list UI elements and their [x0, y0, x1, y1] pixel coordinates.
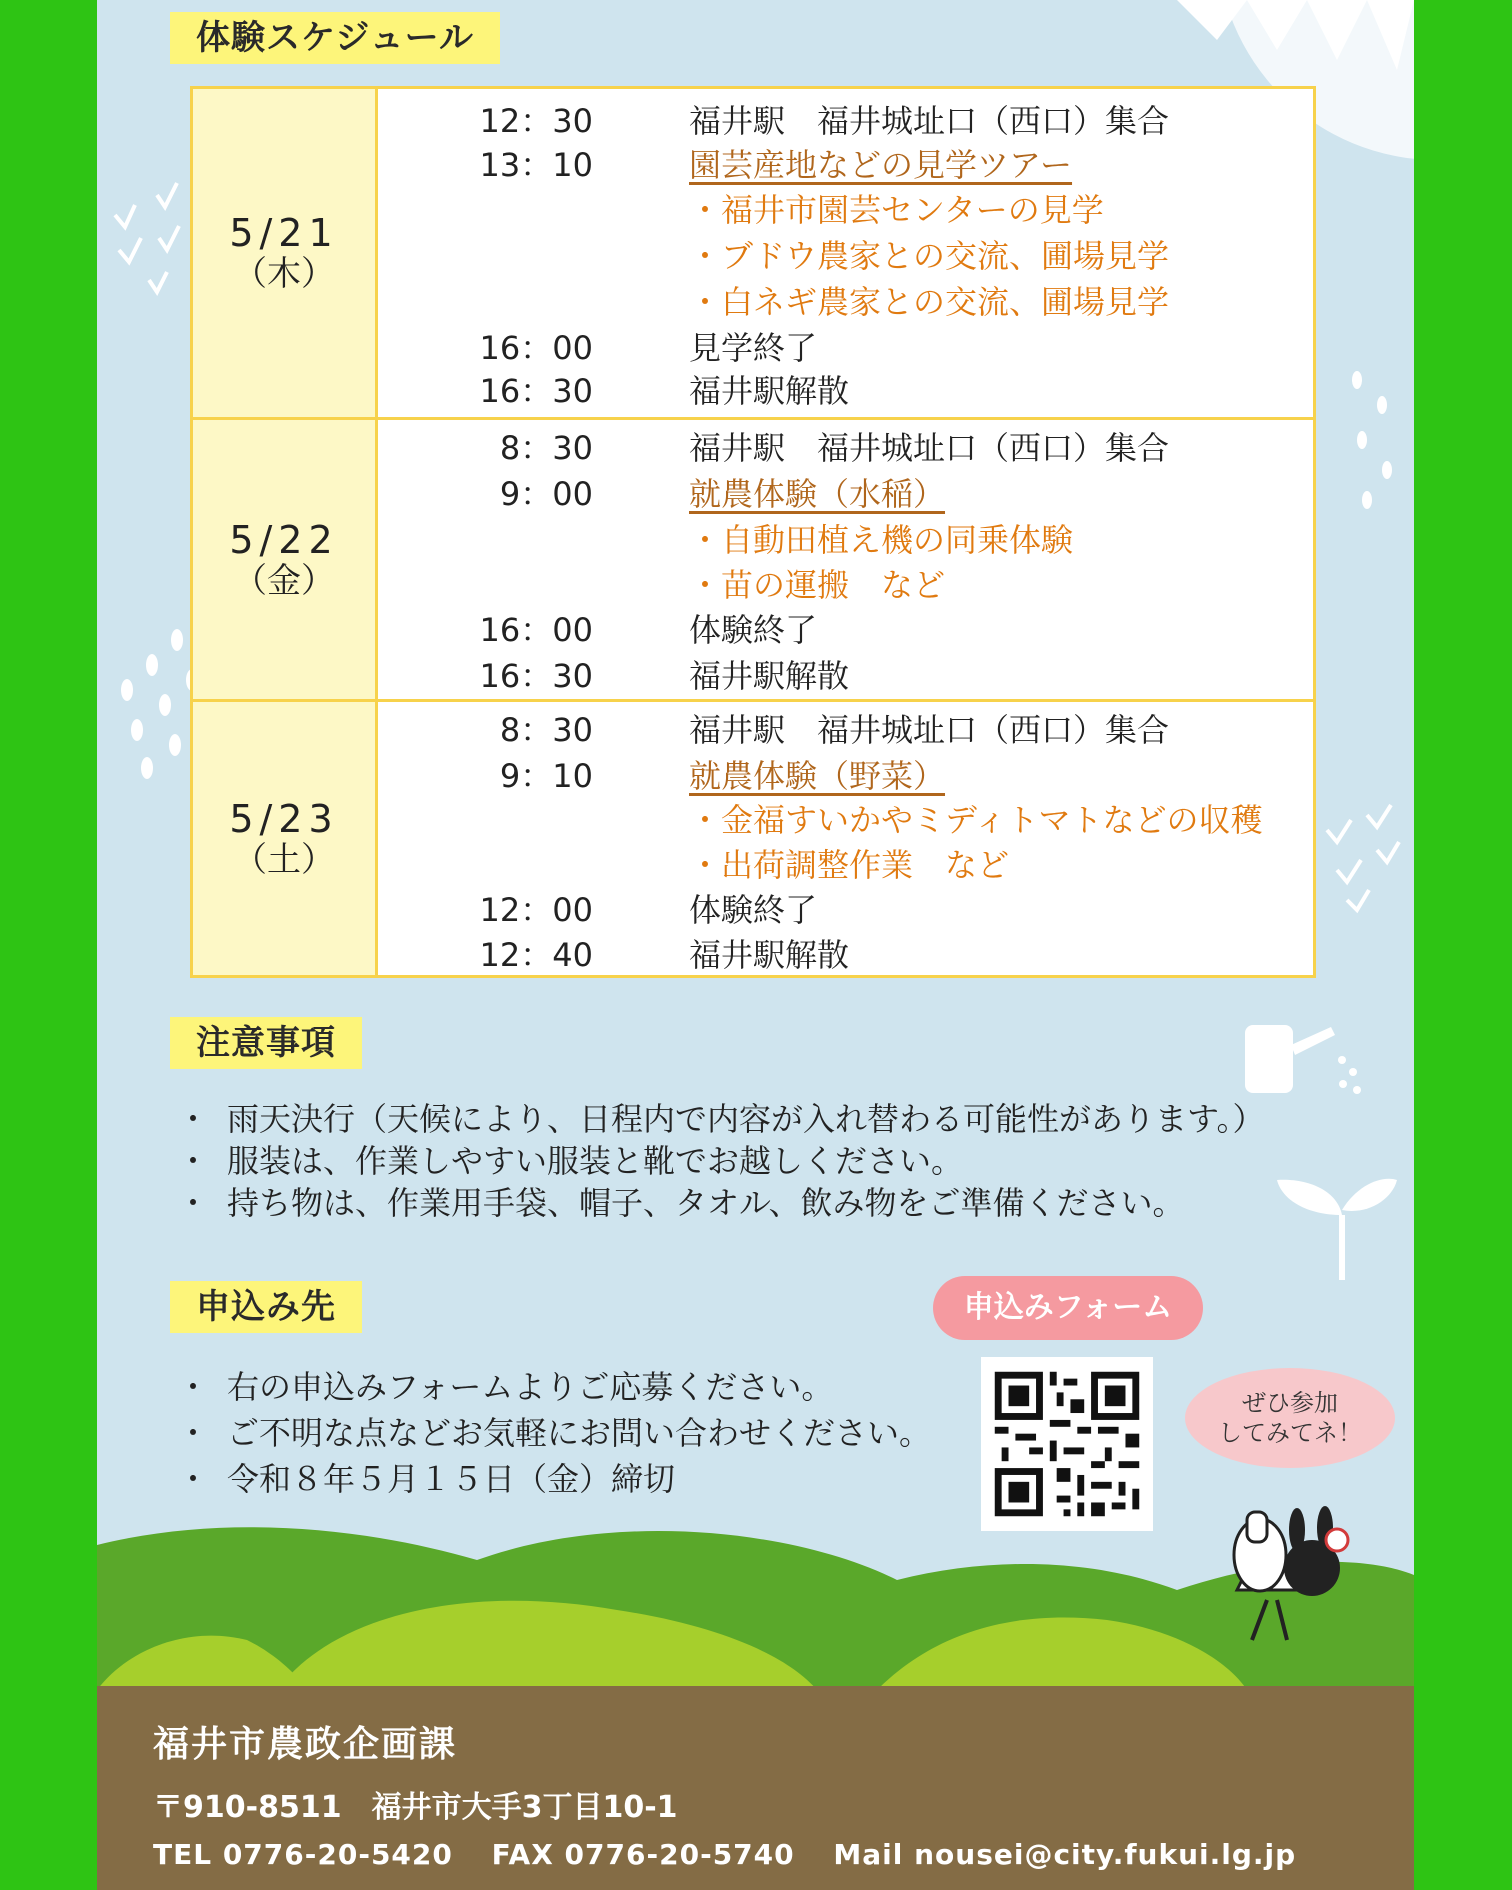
footer-organization: 福井市農政企画課	[153, 1724, 458, 1765]
footer-contact	[153, 1838, 1324, 1871]
schedule-day-1	[193, 89, 1313, 417]
item-text: 体験終了	[689, 891, 818, 929]
schedule-item	[393, 886, 818, 930]
apply-item: ・ 令和８年５月１５日（金）締切	[177, 1456, 931, 1502]
day-weekday: （木）	[233, 254, 335, 294]
schedule-subitem	[393, 561, 946, 605]
day-date: 5/21	[229, 211, 339, 255]
footer-fax: FAX 0776-20-5740	[491, 1838, 795, 1871]
item-text: 福井駅 福井城址口（西口）集合	[689, 102, 1170, 140]
day-weekday: （土）	[233, 839, 335, 880]
schedule-subitem	[393, 796, 1263, 840]
item-text: ・金福すいかやミディトマトなどの収穫	[689, 801, 1263, 839]
schedule-item	[393, 652, 850, 696]
apply-heading: 申込み先	[170, 1281, 362, 1333]
item-text: 就農体験（野菜）	[689, 757, 946, 795]
item-text: ・白ネギ農家との交流、圃場見学	[689, 283, 1170, 321]
apply-list	[177, 1364, 931, 1502]
schedule-item	[393, 367, 850, 411]
item-text: 体験終了	[689, 611, 818, 649]
qr-code-icon	[981, 1357, 1153, 1531]
schedule-subitem	[393, 186, 1104, 230]
schedule-subitem	[393, 232, 1170, 276]
day-weekday: （金）	[233, 560, 335, 601]
schedule-item	[393, 97, 1170, 141]
item-text: ・自動田植え機の同乗体験	[689, 521, 1074, 559]
item-text: ・ブドウ農家との交流、圃場見学	[689, 237, 1170, 275]
item-time: 16：00	[479, 611, 593, 649]
item-text: 福井駅解散	[689, 657, 850, 695]
item-time: 12：30	[479, 102, 593, 140]
item-time: 9：00	[499, 475, 593, 513]
item-text: ・苗の運搬 など	[689, 566, 946, 604]
item-text: 福井駅解散	[689, 372, 850, 410]
item-text: 福井駅 福井城址口（西口）集合	[689, 711, 1170, 749]
date-cell	[193, 702, 378, 975]
speech-bubble	[1185, 1368, 1395, 1468]
item-text: 園芸産地などの見学ツアー	[689, 146, 1073, 184]
notes-heading: 注意事項	[170, 1017, 362, 1069]
hills-decoration	[97, 1527, 1414, 1690]
schedule-item	[393, 706, 1170, 750]
apply-item: ・ ご不明な点などお気軽にお問い合わせください。	[177, 1410, 931, 1456]
item-time: 9：10	[499, 757, 593, 795]
schedule-day-2	[193, 417, 1313, 699]
watering-can-decoration	[1245, 1025, 1361, 1094]
flyer	[97, 0, 1414, 1890]
item-text: ・福井市園芸センターの見学	[689, 191, 1104, 229]
bubble-line: ぜひ参加	[1242, 1389, 1338, 1417]
item-time: 12：00	[479, 891, 593, 929]
schedule-item	[393, 931, 850, 975]
schedule-item	[393, 324, 818, 368]
sprout-decoration	[1277, 1179, 1397, 1280]
item-time: 12：40	[479, 936, 593, 974]
note-item: ・ 雨天決行（天候により、日程内で内容が入れ替わる可能性があります。）	[177, 1098, 1264, 1140]
schedule-day-3	[193, 699, 1313, 975]
item-time: 8：30	[499, 711, 593, 749]
item-time: 13：10	[479, 146, 593, 184]
note-item: ・ 服装は、作業しやすい服装と靴でお越しください。	[177, 1140, 1264, 1182]
schedule-item	[393, 424, 1170, 468]
schedule-item	[393, 606, 818, 650]
schedule-table	[190, 86, 1316, 978]
application-form-label[interactable]: 申込みフォーム	[933, 1276, 1203, 1340]
item-text: ・出荷調整作業 など	[689, 846, 1010, 884]
bubble-line: してみてネ！	[1218, 1419, 1362, 1447]
item-text: 福井駅解散	[689, 936, 850, 974]
item-text: 福井駅 福井城址口（西口）集合	[689, 429, 1170, 467]
footer-mail[interactable]: Mail nousei@city.fukui.lg.jp	[833, 1838, 1297, 1871]
item-time: 8：30	[499, 429, 593, 467]
footer-tel: TEL 0776-20-5420	[153, 1838, 453, 1871]
notes-list	[177, 1098, 1264, 1224]
item-time: 16：30	[479, 372, 593, 410]
day-date: 5/22	[229, 517, 339, 562]
note-item: ・ 持ち物は、作業用手袋、帽子、タオル、飲み物をご準備ください。	[177, 1182, 1264, 1224]
apply-item: ・ 右の申込みフォームよりご応募ください。	[177, 1364, 931, 1410]
day-date: 5/23	[229, 796, 339, 841]
schedule-subitem	[393, 516, 1074, 560]
footer-address: 〒910-8511 福井市大手3丁目10-1	[153, 1790, 678, 1825]
schedule-item	[393, 141, 1073, 185]
qr-code[interactable]	[981, 1357, 1153, 1531]
item-time: 16：30	[479, 657, 593, 695]
schedule-heading: 体験スケジュール	[170, 12, 500, 64]
schedule-subitem	[393, 278, 1170, 322]
date-cell	[193, 89, 378, 417]
date-cell	[193, 420, 378, 699]
item-text: 見学終了	[689, 329, 818, 367]
schedule-item	[393, 470, 946, 514]
item-time: 16：00	[479, 329, 593, 367]
item-text: 就農体験（水稲）	[689, 475, 946, 513]
footer	[97, 1686, 1414, 1890]
schedule-item	[393, 752, 946, 796]
schedule-subitem	[393, 841, 1010, 885]
